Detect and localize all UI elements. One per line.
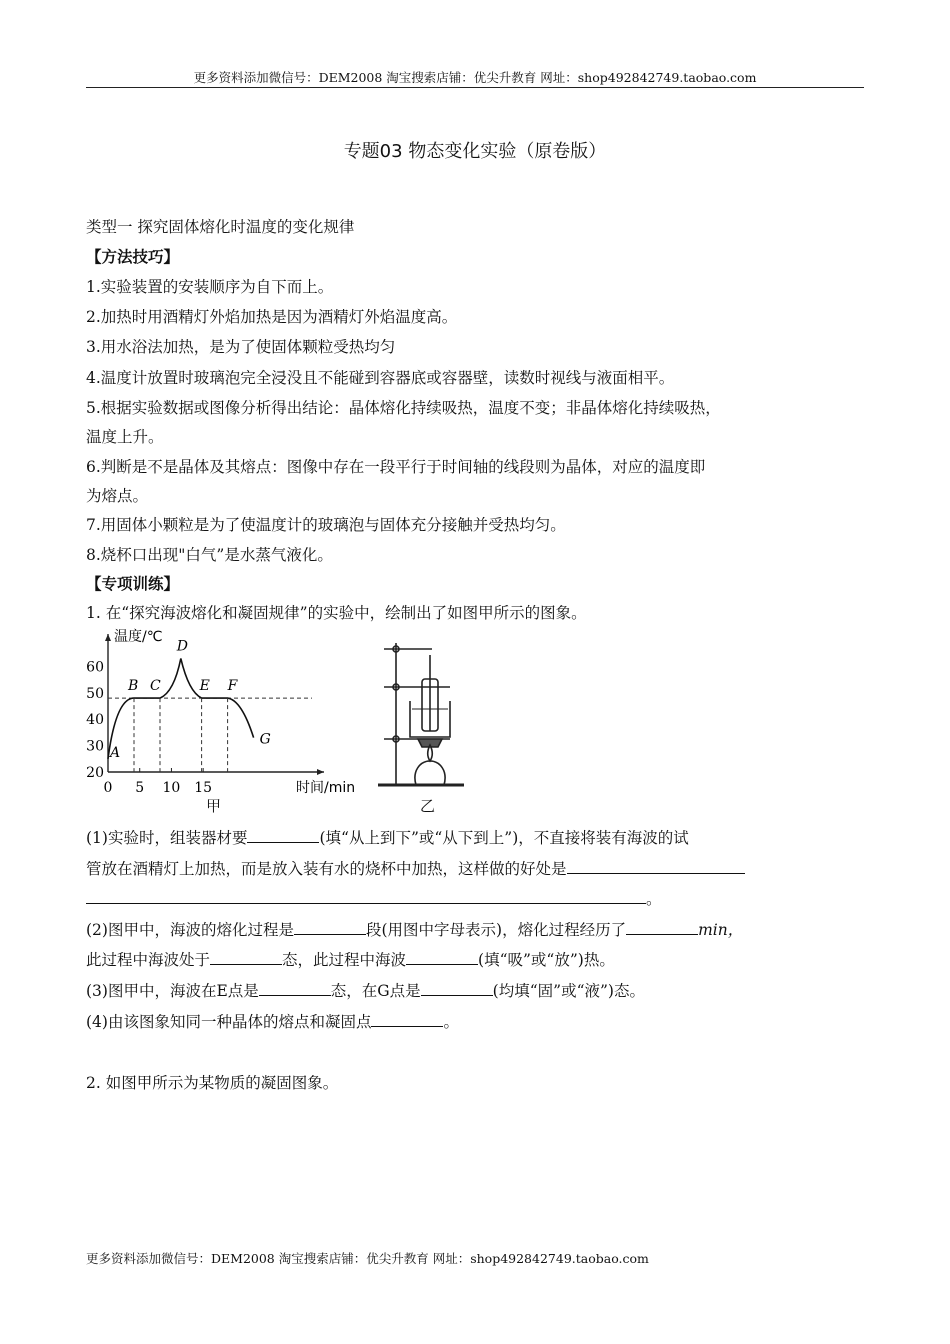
answer-blank-3[interactable]: [294, 920, 366, 935]
q1-p2-text-a: (2)图甲中，海波的熔化过程是: [86, 921, 294, 939]
y-tick-label: 60: [86, 659, 104, 676]
point-label-F: F: [227, 678, 238, 695]
point-label-B: B: [128, 678, 139, 695]
q1-stem: 1. 在“探究海波熔化和凝固规律”的实验中，绘制出了如图甲所示的图象。: [86, 604, 587, 622]
tip-8: 8.烧杯口出现"白气”是水蒸气液化。: [86, 546, 333, 564]
q1-p4-text-b: 。: [443, 1013, 459, 1031]
x-tick-label: 15: [194, 780, 213, 796]
y-tick-label: 50: [86, 685, 104, 702]
q1-p2-text-e: 态，此过程中海波: [282, 951, 407, 969]
answer-blank-5[interactable]: [210, 950, 282, 965]
point-label-E: E: [199, 678, 210, 695]
y-axis-label: 温度/℃: [114, 629, 163, 645]
answer-blank-1[interactable]: [247, 828, 319, 843]
answer-blank-7[interactable]: [259, 981, 331, 996]
y-tick-label: 20: [86, 765, 104, 781]
point-label-C: C: [150, 678, 161, 695]
q1-p4-text-a: (4)由该图象知同一种晶体的熔点和凝固点: [86, 1013, 372, 1031]
q1-p1-text-c: 管放在酒精灯上加热，而是放入装有水的烧杯中加热，这样做的好处是: [86, 860, 567, 878]
training-heading: 【专项训练】: [86, 574, 180, 593]
tip-1: 1.实验装置的安装顺序为自下而上。: [86, 278, 334, 296]
point-label-A: A: [110, 744, 121, 761]
point-label-G: G: [259, 731, 271, 748]
q1-p1-text-b: (填“从上到下”或“从下到上”)，不直接将装有海波的试: [319, 829, 689, 847]
x-axis-arrow: [317, 769, 324, 775]
q1-p1-text-d: 。: [646, 890, 662, 908]
q2-stem: 2. 如图甲所示为某物质的凝固图象。: [86, 1074, 339, 1092]
section-heading: 类型一 探究固体熔化时温度的变化规律: [86, 218, 355, 236]
x-tick-label: 0: [103, 780, 113, 796]
y-axis-arrow: [105, 634, 111, 641]
tip-7: 7.用固体小颗粒是为了使温度计的玻璃泡与固体充分接触并受热均匀。: [86, 516, 566, 534]
q1-part2-line2: [86, 948, 871, 970]
x-axis-label: 时间/min: [296, 780, 356, 796]
alcohol-lamp: [415, 761, 445, 785]
answer-blank-6[interactable]: [406, 950, 478, 965]
q1-p1-text-a: (1)实验时，组装器材要: [86, 829, 248, 847]
answer-blank-2[interactable]: [567, 859, 745, 874]
answer-blank-4[interactable]: [626, 920, 698, 935]
figure-label-jia: 甲: [206, 797, 222, 815]
q1-p2-text-f: (填“吸”或“放”)热。: [478, 951, 615, 969]
q1-part1-line2: [86, 857, 871, 879]
melting-curve-chart: [84, 628, 364, 814]
q1-p2-text-b: 段(用图中字母表示)，熔化过程经历了: [365, 921, 627, 939]
apparatus-figure: [372, 635, 482, 815]
tip-5: 5.根据实验数据或图像分析得出结论：晶体熔化持续吸热，温度不变；非晶体熔化持续吸热，: [86, 399, 721, 417]
q1-part4: [86, 1010, 871, 1032]
tip-6-cont: 为熔点。: [86, 487, 149, 505]
y-tick-label: 40: [86, 712, 104, 729]
page-title: 专题03 物态变化实验（原卷版）: [343, 141, 607, 162]
q1-part1-line1: [86, 826, 871, 848]
y-tick-label: 30: [86, 738, 104, 755]
x-tick-label: 10: [162, 780, 181, 796]
q1-p2-text-d: 此过程中海波处于: [86, 951, 211, 969]
q1-part2-line1: [86, 918, 871, 940]
figure-label-yi: 乙: [420, 797, 436, 815]
page-header: 更多资料添加微信号：DEM2008 淘宝搜索店铺：优尖升教育 网址：shop492842749.taobao.com: [193, 70, 757, 85]
tips-heading: 【方法技巧】: [86, 247, 180, 266]
page-footer: 更多资料添加微信号：DEM2008 淘宝搜索店铺：优尖升教育 网址：shop492842749.taobao.com: [86, 1251, 649, 1266]
q1-p3-text-a: (3)图甲中，海波在E点是: [86, 982, 259, 1000]
temperature-curve: [108, 658, 254, 758]
tip-2: 2.加热时用酒精灯外焰加热是因为酒精灯外焰温度高。: [86, 308, 458, 326]
answer-blank-9[interactable]: [371, 1012, 443, 1027]
answer-blank-2-cont[interactable]: [86, 889, 646, 904]
header-rule: [86, 87, 864, 88]
tip-3: 3.用水浴法加热，是为了使固体颗粒受热均匀: [86, 338, 396, 356]
x-tick-label: 5: [135, 780, 145, 796]
q1-p2-text-c: min，: [698, 921, 744, 939]
q1-p3-text-b: 态，在G点是: [330, 982, 421, 1000]
tip-5-cont: 温度上升。: [86, 428, 164, 446]
answer-blank-8[interactable]: [421, 981, 493, 996]
point-label-D: D: [176, 638, 189, 655]
tip-6: 6.判断是不是晶体及其熔点：图像中存在一段平行于时间轴的线段则为晶体，对应的温度即: [86, 458, 706, 476]
q1-part1-line3: [86, 887, 871, 909]
tip-4: 4.温度计放置时玻璃泡完全浸没且不能碰到容器底或容器壁，读数时视线与液面相平。: [86, 369, 675, 387]
q1-p3-text-c: (均填“固”或“液”)态。: [492, 982, 645, 1000]
q1-part3: [86, 979, 871, 1001]
